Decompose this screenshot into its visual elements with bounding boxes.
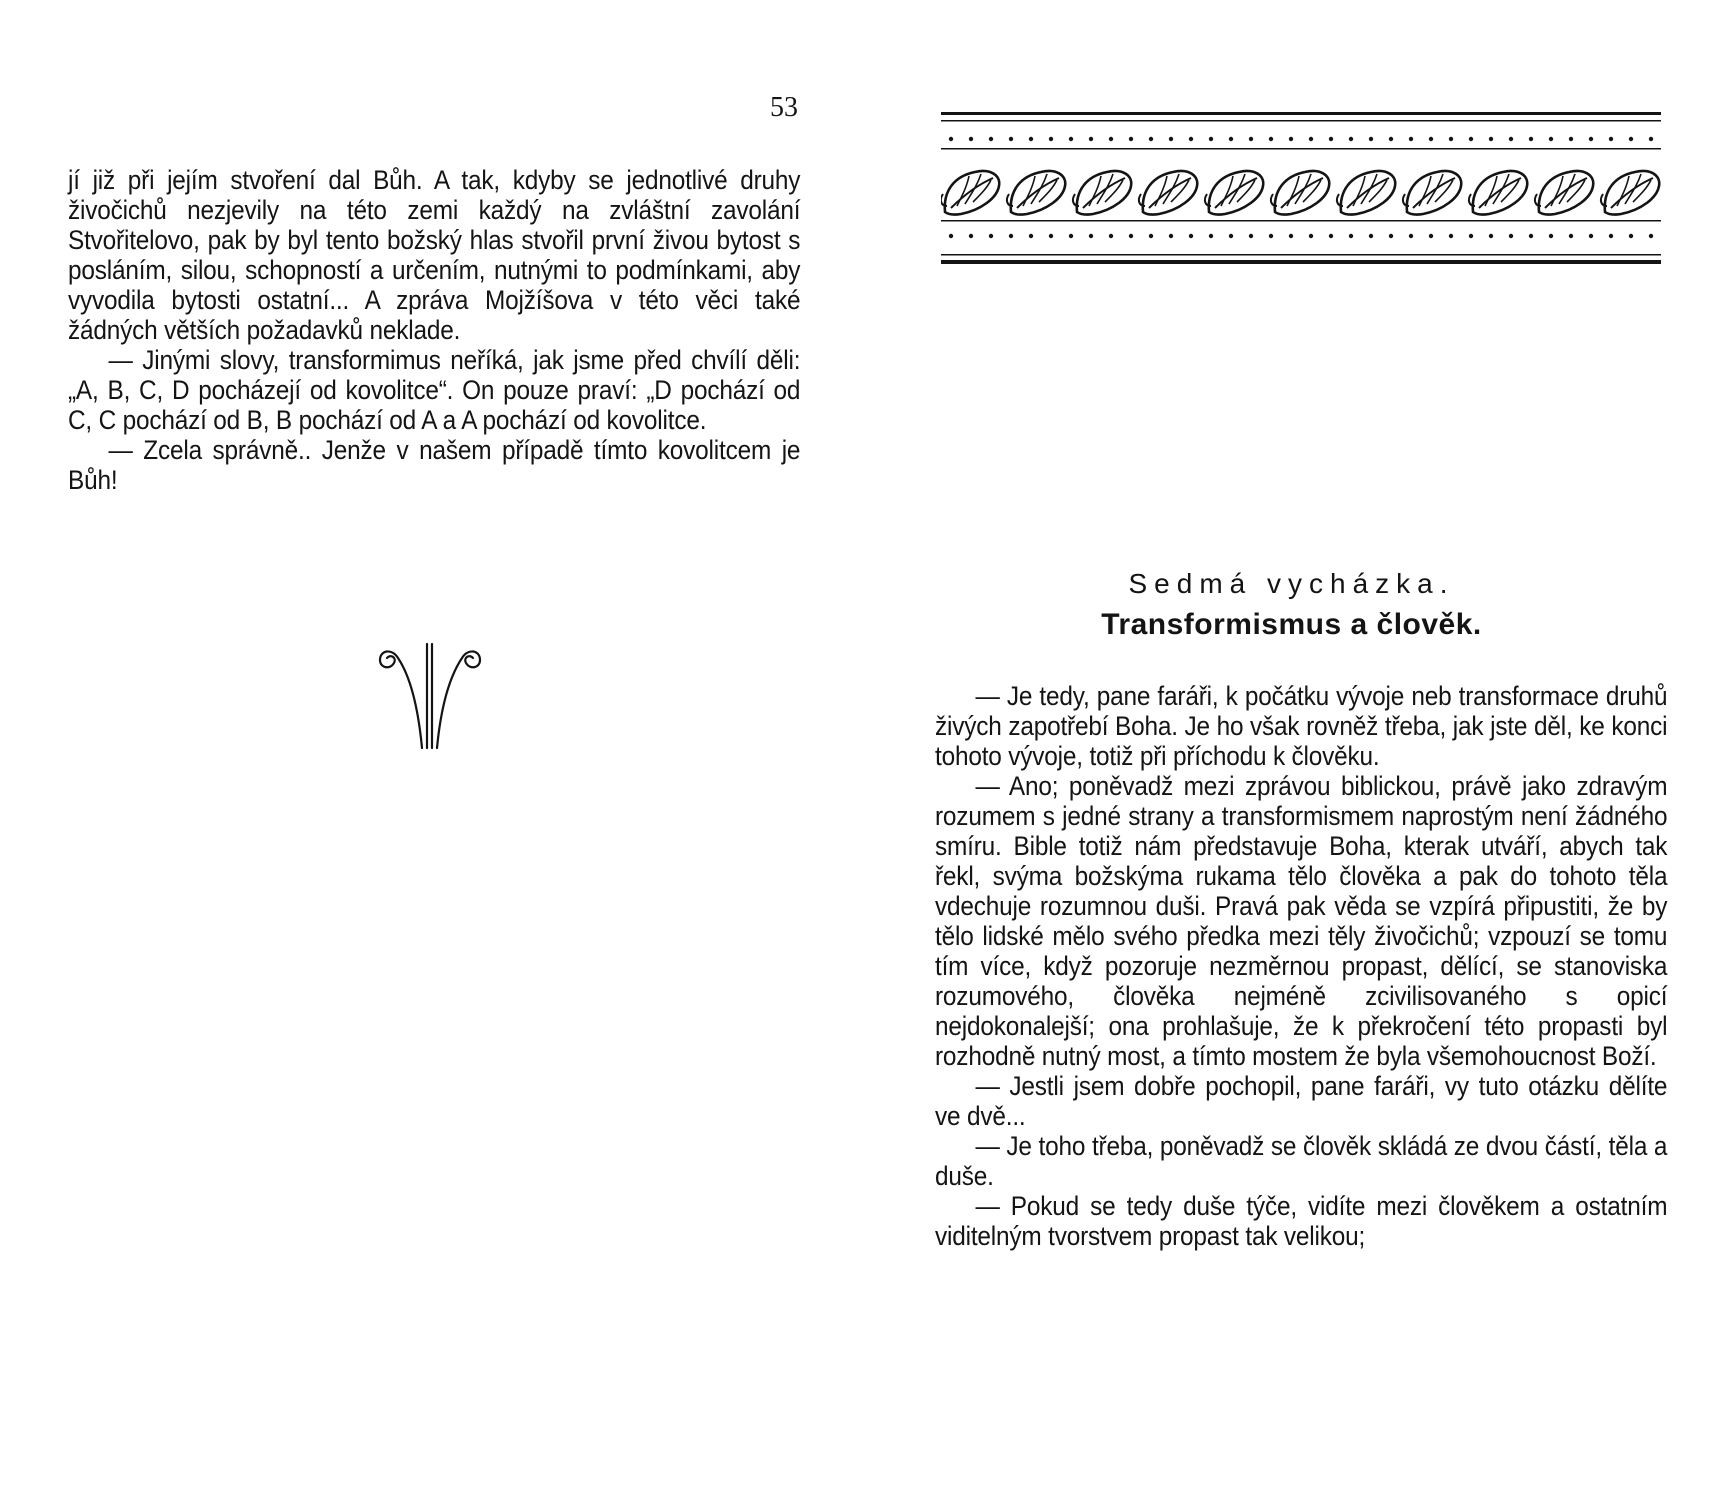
paragraph: jí již při jejím stvoření dal Bůh. A tak, kdyby se jednotlivé druhy živočichů nezjevily na této zemi každý na zvláštní zavolání Stvořitelovo, pak by byl tento božský hlas stvořil první živou bytost s posláním, silou, schopností a určením, nutnými to podmínkami, aby vyvodila bytosti ostatní... A zpráva Mojžíšova v této věci také žádných větších požadavků neklade. xyxy=(68,165,801,345)
paragraph: — Pokud se tedy duše týče, vidíte mezi člověkem a ostatním viditelným tvorstvem propast tak velikou; xyxy=(935,1191,1668,1251)
left-body-text xyxy=(68,165,800,495)
page-number: 53 xyxy=(770,92,798,123)
chapter-number: Sedmá vycházka. xyxy=(1128,568,1455,599)
right-body-text xyxy=(935,681,1667,1251)
right-page xyxy=(861,0,1722,1500)
paragraph: — Zcela správně.. Jenže v našem případě tímto kovolitcem je Bůh! xyxy=(68,435,801,495)
paragraph: — Jinými slovy, transformimus neříká, jak jsme před chvílí děli: „A, B, C, D pocházejí od kovolitce“. On pouze praví: „D pochází od C, C pochází od B, B pochází od A a A pochází od kovolitce. xyxy=(68,345,801,435)
paragraph: — Ano; poněvadž mezi zprávou biblickou, právě jako zdravým rozumem s jedné strany a transformismem naprostým není žádného smíru. Bible totiž nám představuje Boha, kterak utváří, abych tak řekl, svýma božskýma rukama tělo člověka a pak do tohoto těla vdechuje rozumnou duši. Pravá pak věda se vzpírá připustiti, že by tělo lidské mělo svého předka mezi těly živočichů; vzpouzí se tomu tím více, když pozoruje nezměrnou propast, dělící, se stanoviska rozumového, člověka nejméně zcivilisovaného s opicí nejdokonalejší; ona prohlašuje, že k překročení této propasti byl rozhodně nutný most, a tímto mostem že byla všemohoucnost Boží. xyxy=(935,771,1668,1071)
paragraph: — Jestli jsem dobře pochopil, pane faráři, vy tuto otázku dělíte ve dvě... xyxy=(935,1071,1668,1131)
paragraph: — Je toho třeba, poněvadž se člověk skládá ze dvou částí, těla a duše. xyxy=(935,1131,1668,1191)
fleuron-ornament-icon xyxy=(370,636,490,756)
paragraph: — Je tedy, pane faráři, k počátku vývoje neb transformace druhů živých zapotřebí Boha. Je ho však rovněž třeba, jak jste děl, ke konci tohoto vývoje, totiž při příchodu k člověku. xyxy=(935,681,1668,771)
header-ornament-icon xyxy=(941,108,1661,268)
chapter-title: Transformismus a člověk. xyxy=(1101,608,1482,641)
